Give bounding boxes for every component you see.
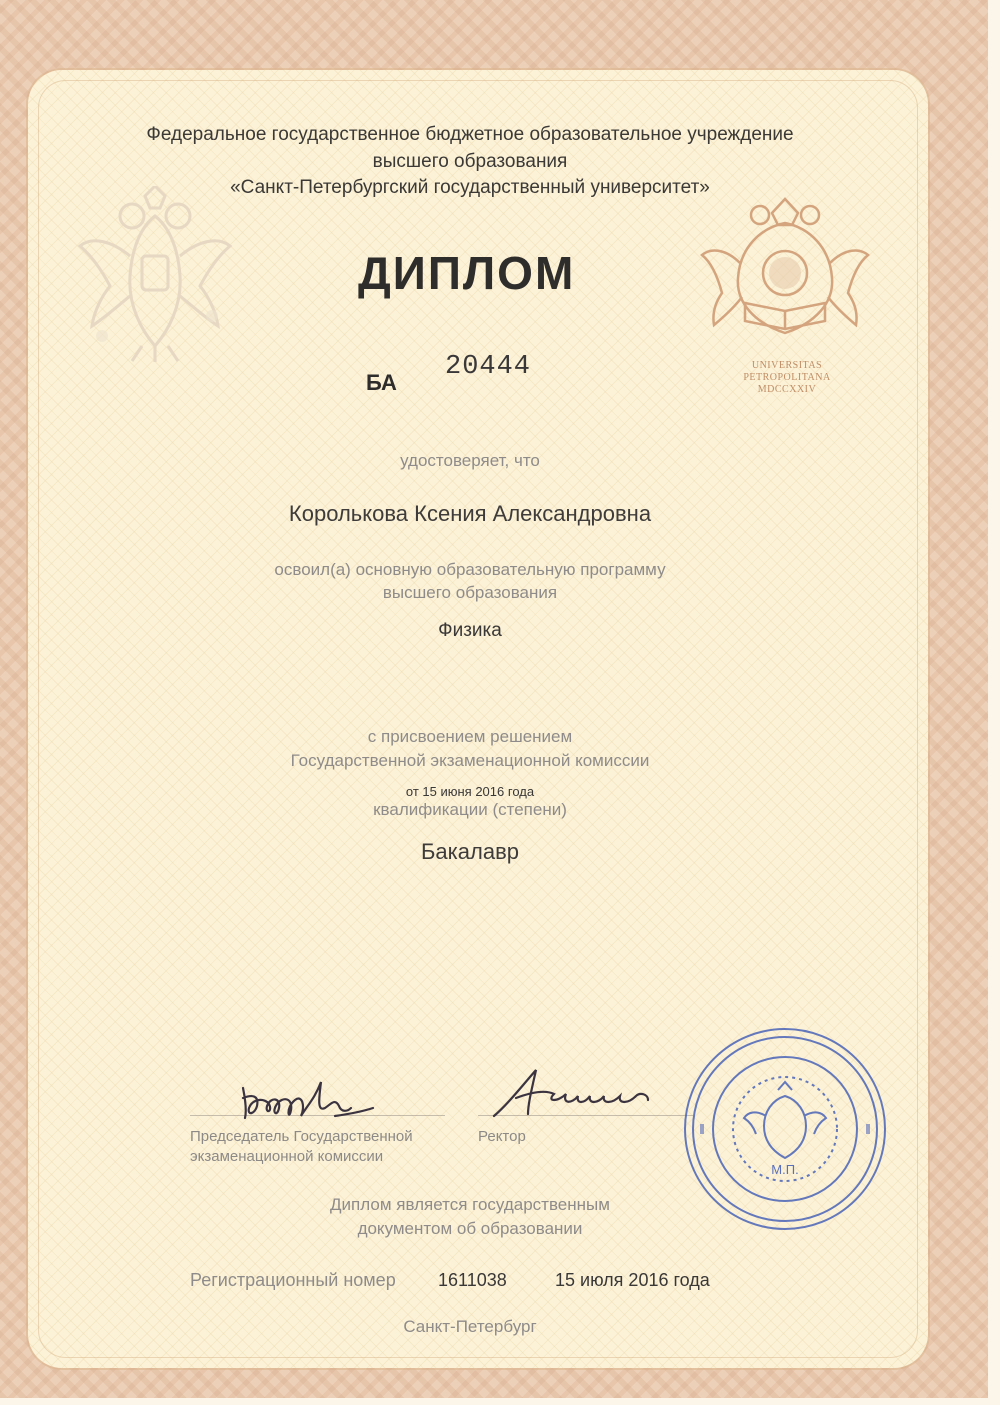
mastered-line-2: высшего образования bbox=[382, 583, 558, 602]
awarded-line-1: с присвоением решением bbox=[367, 727, 573, 746]
seal-caption-line-3: MDCCXXIV bbox=[757, 384, 817, 395]
awarded-line-3: квалификации (степени) bbox=[373, 800, 567, 819]
state-document-line-2: документом об образовании bbox=[357, 1219, 583, 1238]
qualification: Бакалавр bbox=[420, 839, 519, 864]
registration-date: 15 июля 2016 года bbox=[555, 1270, 710, 1290]
holder-name: Королькова Ксения Александровна bbox=[288, 501, 652, 526]
header-line-3: «Санкт-Петербургский государственный университет» bbox=[230, 177, 710, 198]
state-document-line-1: Диплом является государственным bbox=[330, 1195, 610, 1214]
rector-signature-icon bbox=[488, 1060, 658, 1124]
stamp-mp-label: М.П. bbox=[771, 1162, 799, 1177]
header-line-1: Федеральное государственное бюджетное образовательное учреждение bbox=[146, 124, 794, 145]
diploma-series: БА bbox=[366, 370, 397, 395]
program-name: Физика bbox=[438, 620, 502, 641]
registration-label: Регистрационный номер bbox=[190, 1270, 396, 1290]
university-seal-caption bbox=[712, 360, 862, 396]
seal-caption-line-1: UNIVERSITAS bbox=[751, 360, 823, 371]
chair-label-line-1: Председатель Государственной bbox=[190, 1128, 413, 1145]
chair-signature-icon bbox=[235, 1068, 385, 1126]
header-line-2: высшего образования bbox=[372, 151, 568, 172]
city: Санкт-Петербург bbox=[403, 1317, 537, 1336]
rector-label: Ректор bbox=[478, 1128, 526, 1145]
chair-label-line-2: экзаменационной комиссии bbox=[190, 1148, 384, 1165]
chair-label bbox=[190, 1127, 413, 1167]
state-emblem-icon bbox=[72, 186, 238, 362]
mastered-line-1: освоил(а) основную образовательную программу bbox=[274, 560, 666, 579]
awarded-line-2: Государственной экзаменационной комиссии bbox=[290, 751, 650, 770]
registration-number: 1611038 bbox=[438, 1270, 507, 1290]
university-crest-icon bbox=[700, 193, 870, 343]
diploma-number: 20444 bbox=[445, 352, 532, 382]
commission-date: от 15 июня 2016 года bbox=[405, 784, 535, 799]
seal-caption-line-2: PETROPOLITANA bbox=[743, 372, 831, 383]
diploma-title: ДИПЛОМ bbox=[358, 247, 576, 299]
certifies-text: удостоверяет, что bbox=[400, 451, 540, 470]
